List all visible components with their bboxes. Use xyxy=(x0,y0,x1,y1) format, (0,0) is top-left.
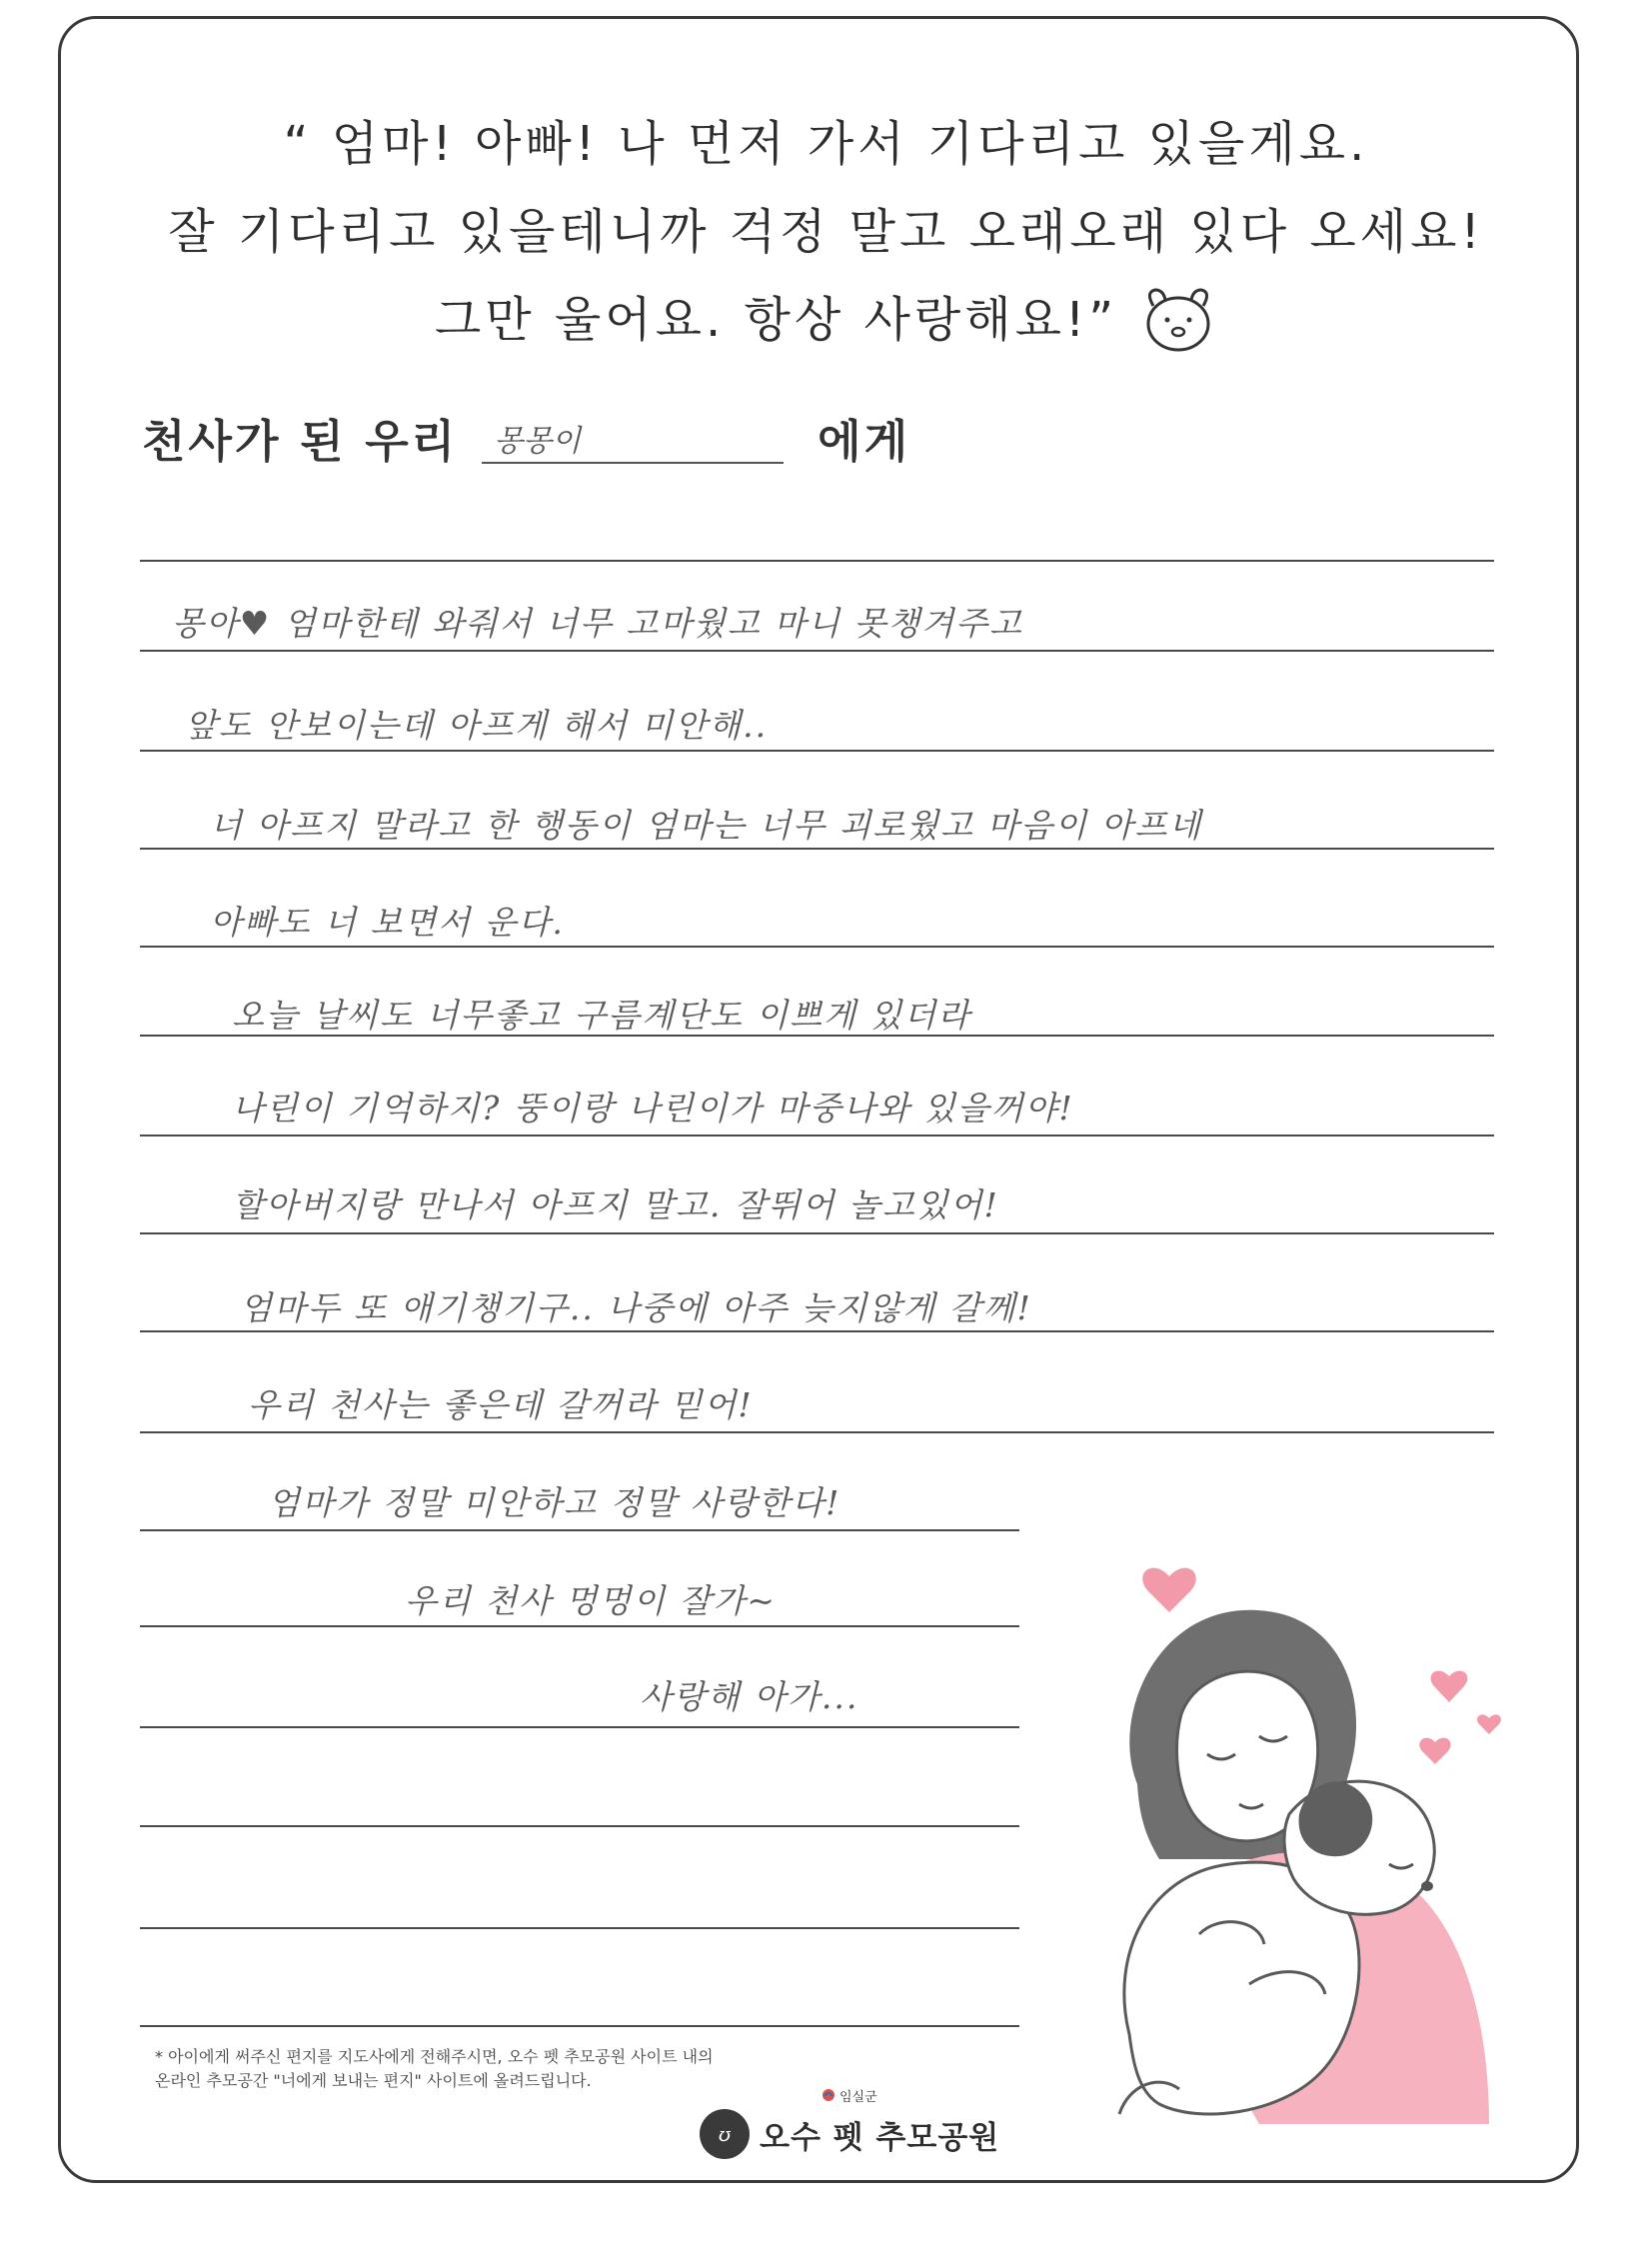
rule-line xyxy=(140,1134,1494,1136)
recipient-name: 몽몽이 xyxy=(494,424,582,459)
rule-line xyxy=(140,750,1494,752)
letter-line: 우리 천사는 좋은데 갈꺼라 믿어! xyxy=(248,1385,754,1424)
quote-line-3: 그만 울어요. 항상 사랑해요!” xyxy=(434,292,1118,348)
logo-sub xyxy=(822,2086,877,2105)
rule-line xyxy=(140,946,1494,948)
letter-line: 몽아♥ 엄마한테 와줘서 너무 고마웠고 마니 못챙겨주고 xyxy=(172,604,1023,643)
letter-line: 엄마가 정말 미안하고 정말 사랑한다! xyxy=(268,1483,841,1522)
rule-line xyxy=(140,1726,1019,1728)
letter-line: 오늘 날씨도 너무좋고 구름계단도 이쁘게 있더라 xyxy=(232,996,972,1035)
logo-name: 오수 펫 추모공원 xyxy=(760,2119,1000,2156)
salutation-prefix: 천사가 된 우리 xyxy=(142,415,459,468)
letter-line: 나린이 기억하지? 뚱이랑 나린이가 마중나와 있을꺼야! xyxy=(232,1089,1074,1128)
heart-icon xyxy=(1419,1738,1450,1764)
dog-face-icon xyxy=(1139,284,1217,356)
footnote-line-2: 온라인 추모공간 "너에게 보내는 편지" 사이트에 올려드립니다. xyxy=(155,2071,592,2090)
salutation-suffix: 에게 xyxy=(818,415,911,468)
heart-icon xyxy=(1142,1568,1195,1612)
salutation xyxy=(142,400,910,470)
header-quote xyxy=(0,100,1652,364)
rule-line xyxy=(140,848,1494,850)
rule-line xyxy=(140,1529,1019,1531)
brand-logo xyxy=(700,2089,1000,2169)
name-underline xyxy=(482,462,784,464)
rule-line xyxy=(140,1625,1019,1627)
rule-line xyxy=(140,1330,1494,1332)
recipient-name-field xyxy=(482,410,784,470)
rule-line xyxy=(140,650,1494,652)
hug-illustration xyxy=(1089,1514,1529,2134)
letter-line: 엄마두 또 애기챙기구.. 나중에 아주 늦지않게 갈께! xyxy=(240,1288,1032,1327)
rule-line xyxy=(140,1825,1019,1827)
rule-line xyxy=(140,2025,1019,2027)
letter-line: 사랑해 아가... xyxy=(640,1677,859,1716)
heart-icon xyxy=(1431,1671,1468,1702)
quote-line-1: “ 엄마! 아빠! 나 먼저 가서 기다리고 있을게요. xyxy=(283,116,1369,172)
letter-line: 아빠도 너 보면서 운다. xyxy=(210,903,565,942)
heart-icon xyxy=(1477,1714,1501,1734)
rule-line xyxy=(140,1232,1494,1234)
rule-line xyxy=(140,560,1494,562)
footnote xyxy=(155,2045,714,2093)
letter-line: 할아버지랑 만나서 아프지 말고. 잘뛰어 놀고있어! xyxy=(232,1185,999,1224)
county-emblem-icon xyxy=(822,2088,835,2102)
logo-sub-text: 임실군 xyxy=(839,2089,877,2105)
letter-line: 너 아프지 말라고 한 행동이 엄마는 너무 괴로웠고 마음이 아프네 xyxy=(210,806,1203,845)
footnote-line-1: * 아이에게 써주신 편지를 지도사에게 전해주시면, 오수 펫 추모공원 사이트 내의 xyxy=(155,2047,714,2066)
letter-line: 앞도 안보이는데 아프게 해서 미안해.. xyxy=(185,706,769,745)
quote-line-2: 잘 기다리고 있을테니까 걱정 말고 오래오래 있다 오세요! xyxy=(168,204,1484,260)
logo-mark-icon: ʊ xyxy=(700,2109,750,2159)
letter-line: 우리 천사 멍멍이 잘가~ xyxy=(405,1581,778,1620)
rule-line xyxy=(140,1927,1019,1929)
rule-line xyxy=(140,1431,1494,1433)
